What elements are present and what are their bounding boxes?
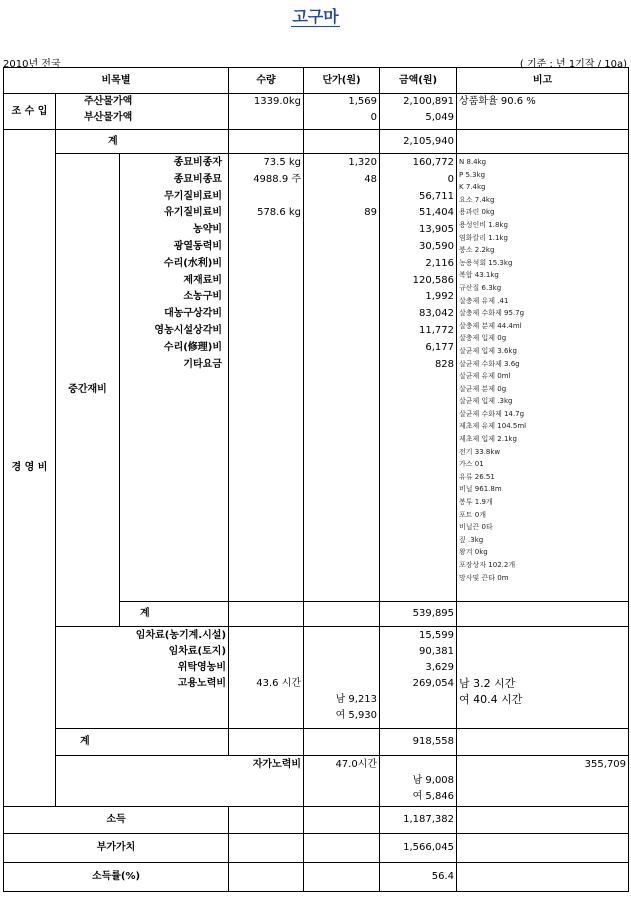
self-labor-amount: 355,709: [584, 759, 627, 770]
self-labor-qty: 47.0시간: [335, 759, 378, 770]
intermediate-item-amount-0: 160,772: [412, 157, 455, 168]
income-row: [4, 807, 629, 834]
other-cost-label-1: 임차료(토지): [168, 646, 227, 657]
intermediate-item-qty-6: [229, 256, 301, 273]
intermediate-item-name-5: 광열동력비: [173, 240, 223, 252]
intermediate-item-unit-7: [304, 273, 377, 290]
header-qty: 수량: [229, 68, 304, 94]
intermediate-item-amount-11: 6,177: [425, 341, 455, 353]
input-note-14: 살충제 입제 0g: [459, 334, 507, 343]
intermediate-item-name-0: 종묘비종자: [173, 157, 223, 168]
main-product-amount: 2,100,891: [403, 96, 455, 107]
main-product-label: 주산물가액: [84, 96, 133, 107]
intermediate-item-unit-12: [304, 357, 377, 374]
input-note-0: N 8.4kg: [459, 158, 487, 166]
intermediate-row: [4, 154, 629, 602]
other-cost-amount-2: 3,629: [425, 662, 455, 673]
input-note-20: 살균제 수화제 14.7g: [459, 409, 525, 418]
intermediate-notes: [457, 154, 629, 602]
main-product-note: 상품화율 90.6 %: [459, 96, 536, 107]
self-labor-female-unit: 여 5,846: [412, 791, 455, 802]
intermediate-item-unit-2: [304, 189, 377, 206]
page-title: 고구마: [292, 7, 339, 26]
intermediate-item-unit-11: [304, 340, 377, 357]
income-rate-amount: 56.4: [380, 863, 457, 892]
input-note-22: 제초제 입제 2.1kg: [459, 435, 517, 444]
intermediate-item-amount-8: 1,992: [425, 291, 455, 303]
region-year: 2010년 전국: [3, 59, 61, 70]
value-added-label: 부가가치: [4, 834, 229, 863]
other-cost-label-2: 위탁영농비: [177, 662, 227, 673]
intermediate-item-amount-7: 120,586: [412, 274, 455, 286]
labor-amount: 269,054: [412, 678, 455, 689]
input-note-2: K 7.4kg: [459, 183, 486, 192]
intermediate-item-unit-9: [304, 306, 377, 323]
intermediate-item-unit-3: 89: [364, 207, 378, 219]
input-note-10: 규산질 6.3kg: [459, 283, 502, 292]
intermediate-qtys: [229, 154, 304, 602]
intermediate-item-amount-2: 56,711: [419, 190, 455, 202]
revenue-total-amount: 2,105,940: [380, 130, 457, 154]
input-note-19: 살균제 입제 .3kg: [459, 397, 513, 406]
self-labor-male-unit: 남 9,008: [412, 775, 455, 786]
intermediate-item-name-9: 대농구상각비: [164, 308, 223, 320]
intermediate-item-name-10: 영농시설상각비: [154, 324, 223, 336]
main-product-unit: 1,569: [348, 96, 378, 107]
intermediate-item-unit-1: 48: [364, 173, 378, 185]
income-label: 소득: [4, 807, 229, 834]
input-note-32: 포장상자 102.2개: [459, 561, 516, 569]
basis-note: ( 기준 : 년 1기작 / 10a): [519, 59, 627, 70]
header-unit: 단가(원): [304, 68, 380, 94]
input-note-9: 복합 43.1kg: [459, 271, 499, 280]
header-row: [4, 68, 629, 94]
intermediate-label: 중간재비: [56, 154, 120, 627]
input-note-23: 전기 33.8kw: [459, 447, 501, 456]
intermediate-item-qty-2: [229, 189, 301, 206]
labor-note-male: 남 3.2 시간: [459, 677, 516, 690]
input-note-4: 용과린 0kg: [459, 208, 495, 217]
other-cost-amount-1: 90,381: [419, 646, 455, 657]
labor-note-female: 여 40.4 시간: [459, 693, 523, 706]
intermediate-item-name-6: 수리(水利)비: [163, 257, 223, 269]
input-note-27: 봉투 1.9개: [459, 498, 493, 507]
other-cost-label-0: 임차료(농기계.시설): [135, 630, 227, 641]
intermediate-item-amount-5: 30,590: [419, 240, 455, 252]
income-amount: 1,187,382: [380, 807, 457, 834]
self-labor-row: [4, 756, 629, 807]
input-note-26: 비닐 961.8m: [459, 485, 502, 494]
input-note-24: 가스 01: [459, 460, 484, 469]
intermediate-item-qty-4: [229, 222, 301, 239]
revenue-row: [4, 94, 629, 130]
intermediate-units: [304, 154, 380, 602]
intermediate-item-qty-1: 4988.9 주: [253, 173, 302, 185]
intermediate-item-name-3: 유기질비료비: [164, 207, 223, 219]
intermediate-item-qty-5: [229, 239, 301, 256]
revenue-label: 조 수 입: [4, 94, 56, 130]
labor-male-unit: 남 9,213: [335, 694, 378, 705]
intermediate-item-name-4: 농약비: [193, 224, 223, 236]
intermediate-item-name-1: 종묘비종묘: [173, 173, 223, 185]
main-product-qty: 1339.0kg: [253, 96, 302, 107]
input-note-15: 살균제 입제 3.6kg: [459, 346, 517, 355]
expense-total-row: [4, 729, 629, 756]
input-note-13: 살충제 분제 44.4ml: [459, 321, 522, 330]
intermediate-item-qty-8: [229, 289, 301, 306]
input-note-25: 유류 26.51: [459, 472, 495, 481]
intermediate-item-amount-4: 13,905: [419, 224, 455, 236]
expense-total-amount: 918,558: [380, 729, 457, 756]
other-cost-amount-0: 15,599: [419, 630, 455, 641]
intermediate-item-amount-3: 51,404: [419, 207, 455, 219]
cost-table: [3, 67, 629, 892]
intermediate-item-amount-12: 828: [434, 358, 455, 370]
input-note-21: 제초제 유제 104.5ml: [459, 422, 527, 431]
labor-female-unit: 여 5,930: [335, 710, 378, 721]
revenue-total-row: [4, 130, 629, 154]
input-note-18: 살균제 분제 0g: [459, 384, 507, 393]
input-note-31: 왕겨 0kg: [459, 548, 488, 557]
intermediate-item-qty-12: [229, 357, 301, 374]
input-note-29: 비닐끈 0타: [459, 523, 493, 532]
input-note-12: 살충제 수화제 95.7g: [459, 309, 525, 318]
intermediate-item-amount-1: 0: [447, 173, 455, 185]
intermediate-item-qty-3: 578.6 kg: [257, 207, 302, 219]
intermediate-item-qty-11: [229, 340, 301, 357]
input-note-1: P 5.3kg: [459, 170, 486, 179]
self-labor-label: 자가노력비: [56, 756, 304, 807]
intermediate-item-amount-10: 11,772: [419, 324, 455, 336]
by-product-label: 부산물가액: [84, 112, 133, 123]
labor-qty: 43.6 시간: [256, 678, 302, 689]
header-amount: 금액(원): [380, 68, 457, 94]
intermediate-item-qty-10: [229, 323, 301, 340]
input-note-33: 망사및 끈타 0m: [459, 573, 509, 582]
input-note-5: 용성인비 1.8kg: [459, 220, 508, 229]
intermediate-item-amount-6: 2,116: [425, 257, 455, 269]
intermediate-item-unit-8: [304, 289, 377, 306]
value-added-amount: 1,566,045: [380, 834, 457, 863]
intermediate-item-qty-9: [229, 306, 301, 323]
header-item: 비목별: [4, 68, 229, 94]
input-note-3: 요소 7.4kg: [459, 195, 495, 204]
income-rate-label: 소득률(%): [4, 863, 229, 892]
value-added-row: [4, 834, 629, 863]
intermediate-item-qty-7: [229, 273, 301, 290]
input-note-16: 살균제 수화제 3.6g: [459, 359, 520, 368]
header-note: 비고: [457, 68, 629, 94]
intermediate-item-unit-5: [304, 239, 377, 256]
intermediate-item-name-2: 무기질비료비: [164, 190, 223, 202]
intermediate-total-label: 계: [120, 602, 229, 627]
labor-cost-label: 고용노력비: [177, 678, 227, 689]
other-costs-row: [4, 627, 629, 729]
expense-total-label: 계: [56, 729, 229, 756]
by-product-amount: 5,049: [425, 112, 455, 123]
input-note-8: 농용석회 15.3kg: [459, 258, 513, 267]
expense-label: 경 영 비: [4, 130, 56, 807]
intermediate-item-unit-0: 1,320: [348, 157, 378, 168]
input-note-17: 살균제 유제 0ml: [459, 372, 511, 381]
input-note-30: 짚 .3kg: [459, 535, 484, 544]
intermediate-item-unit-10: [304, 323, 377, 340]
input-note-7: 붕소 2.2kg: [459, 246, 495, 255]
intermediate-item-amount-9: 83,042: [419, 308, 455, 320]
input-note-28: 포트 0개: [459, 510, 486, 519]
intermediate-item-name-12: 기타요금: [183, 358, 223, 370]
by-product-unit: 0: [370, 112, 378, 123]
input-note-6: 염화칼리 1.1kg: [459, 233, 508, 242]
intermediate-total-amount: 539,895: [380, 602, 457, 627]
intermediate-names: [120, 154, 229, 602]
intermediate-item-name-7: 제재료비: [183, 274, 223, 286]
intermediate-item-qty-0: 73.5 kg: [263, 157, 302, 168]
intermediate-item-unit-4: [304, 222, 377, 239]
intermediate-item-unit-6: [304, 256, 377, 273]
income-rate-row: [4, 863, 629, 892]
intermediate-item-name-8: 소농구비: [183, 291, 223, 303]
intermediate-item-name-11: 수리(修理)비: [163, 341, 223, 353]
revenue-total-label: 계: [56, 130, 229, 154]
intermediate-amounts: [380, 154, 457, 602]
input-note-11: 살충제 유제 .41: [459, 296, 509, 305]
